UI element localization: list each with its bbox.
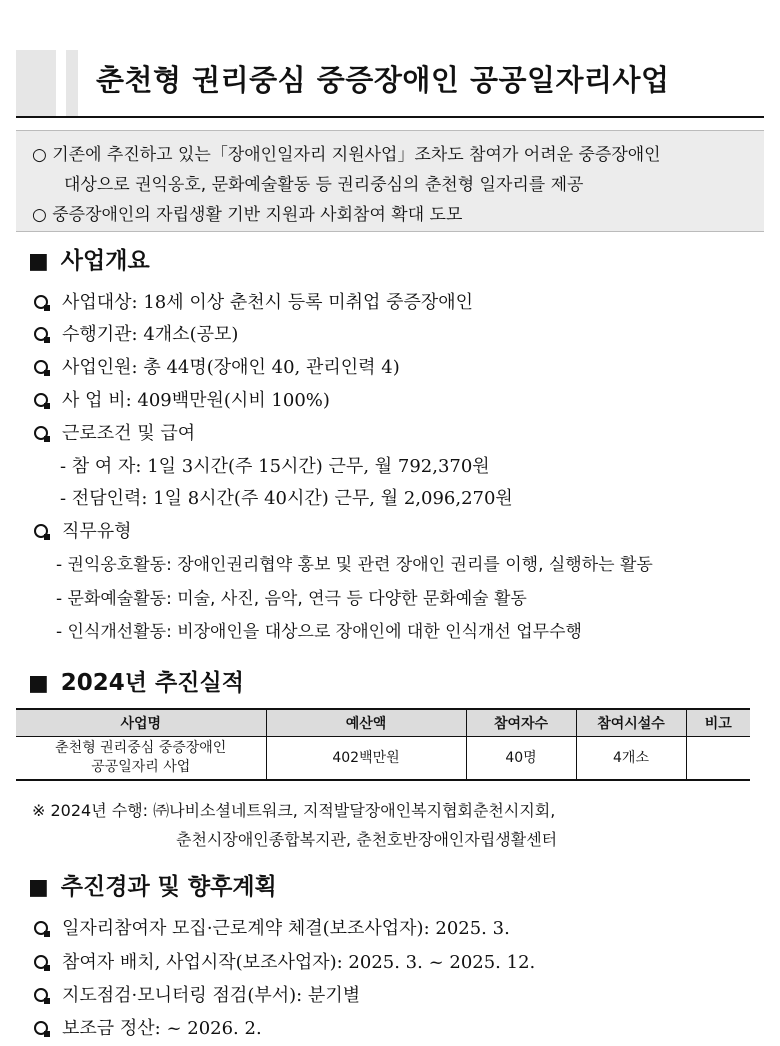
circle-bullet-icon [34,955,48,969]
page-title: 춘천형 권리중심 중증장애인 공공일자리사업 [96,63,670,97]
duty-advocacy: - 권익옹호활동: 장애인권리협약 홍보 및 관련 장애인 권리를 이행, 실행하는 활동 [56,555,653,575]
overview-item-budget [34,386,330,412]
wage-dedicated-staff: - 전담인력: 1일 8시간(주 40시간) 근무, 월 2,096,270원 [60,488,513,509]
plan-item-inspection [34,981,360,1007]
header-participants: 참여자수 [466,709,576,737]
table-row [16,737,750,781]
title-decoration-stripe [66,50,78,116]
overview-item-staff [34,353,400,379]
note-line-2: 춘천시장애인종합복지관, 춘천호반장애인자립생활센터 [176,830,558,849]
circle-bullet-icon [34,921,48,935]
cell-budget: 402백만원 [266,737,466,781]
circle-bullet-icon [34,1021,48,1035]
plan-item-text: 보조금 정산: ~ 2026. 2. [62,1018,262,1039]
square-marker-icon: ■ [28,249,49,274]
section-heading-text: 사업개요 [60,248,150,274]
cell-facilities: 4개소 [576,737,686,781]
circle-bullet-icon [34,360,48,374]
cell-project-name [16,737,266,781]
header-remarks: 비고 [686,709,750,737]
overview-item-text: 사업대상: 18세 이상 춘천시 등록 미취업 중증장애인 [62,292,474,313]
table-header-row [16,709,750,737]
plan-item-settlement [34,1014,262,1040]
plan-item-placement [34,948,535,974]
summary-line-1: ○ 기존에 추진하고 있는「장애인일자리 지원사업」조차도 참여가 어려운 중증장애인 [32,145,661,165]
title-underline [16,116,764,118]
duty-culture-arts: - 문화예술활동: 미술, 사진, 음악, 연극 등 다양한 문화예술 활동 [56,589,527,609]
project-name-line-1: 춘천형 권리중심 중증장애인 [55,740,227,756]
cell-remarks [686,737,750,781]
project-name-line-2: 공공일자리 사업 [91,759,191,775]
title-decoration-block [16,50,56,116]
overview-item-text: 사 업 비: 409백만원(시비 100%) [62,390,330,411]
note-line-1: ※ 2024년 수행: ㈜나비소셜네트워크, 지적발달장애인복지협회춘천시지회, [32,801,556,820]
overview-item-text: 근로조건 및 급여 [62,423,196,444]
cell-participants: 40명 [466,737,576,781]
overview-item-text: 수행기관: 4개소(공모) [62,324,239,345]
plan-item-text: 참여자 배치, 사업시작(보조사업자): 2025. 3. ~ 2025. 12. [62,952,536,973]
overview-item-target [34,288,473,314]
square-marker-icon: ■ [28,671,49,696]
wage-participant: - 참 여 자: 1일 3시간(주 15시간) 근무, 월 792,370원 [60,456,490,477]
summary-line-3: ○ 중증장애인의 자립생활 기반 지원과 사회참여 확대 도모 [32,205,463,225]
summary-line-2: 대상으로 권익옹호, 문화예술활동 등 권리중심의 춘천형 일자리를 제공 [64,175,584,195]
section-heading-overview [28,242,150,275]
overview-item-text: 직무유형 [62,521,132,542]
square-marker-icon: ■ [28,875,49,900]
circle-bullet-icon [34,295,48,309]
circle-bullet-icon [34,524,48,538]
circle-bullet-icon [34,327,48,341]
circle-bullet-icon [34,988,48,1002]
section-heading-text: 2024년 추진실적 [60,670,244,696]
plan-item-text: 지도점검·모니터링 점검(부서): 분기별 [62,985,361,1006]
duty-awareness: - 인식개선활동: 비장애인을 대상으로 장애인에 대한 인식개선 업무수행 [56,622,582,642]
results-table [16,708,750,781]
section-heading-text: 추진경과 및 향후계획 [60,874,277,900]
overview-item-duty [34,517,132,543]
circle-bullet-icon [34,426,48,440]
header-project-name: 사업명 [16,709,266,737]
header-budget: 예산액 [266,709,466,737]
plan-item-text: 일자리참여자 모집·근로계약 체결(보조사업자): 2025. 3. [62,918,510,939]
plan-item-recruit [34,914,510,940]
overview-item-conditions [34,419,195,445]
circle-bullet-icon [34,393,48,407]
header-facilities: 참여시설수 [576,709,686,737]
section-heading-results [28,664,244,697]
overview-item-text: 사업인원: 총 44명(장애인 40, 관리인력 4) [62,357,400,378]
overview-item-agency [34,320,238,346]
section-heading-plan [28,868,277,901]
